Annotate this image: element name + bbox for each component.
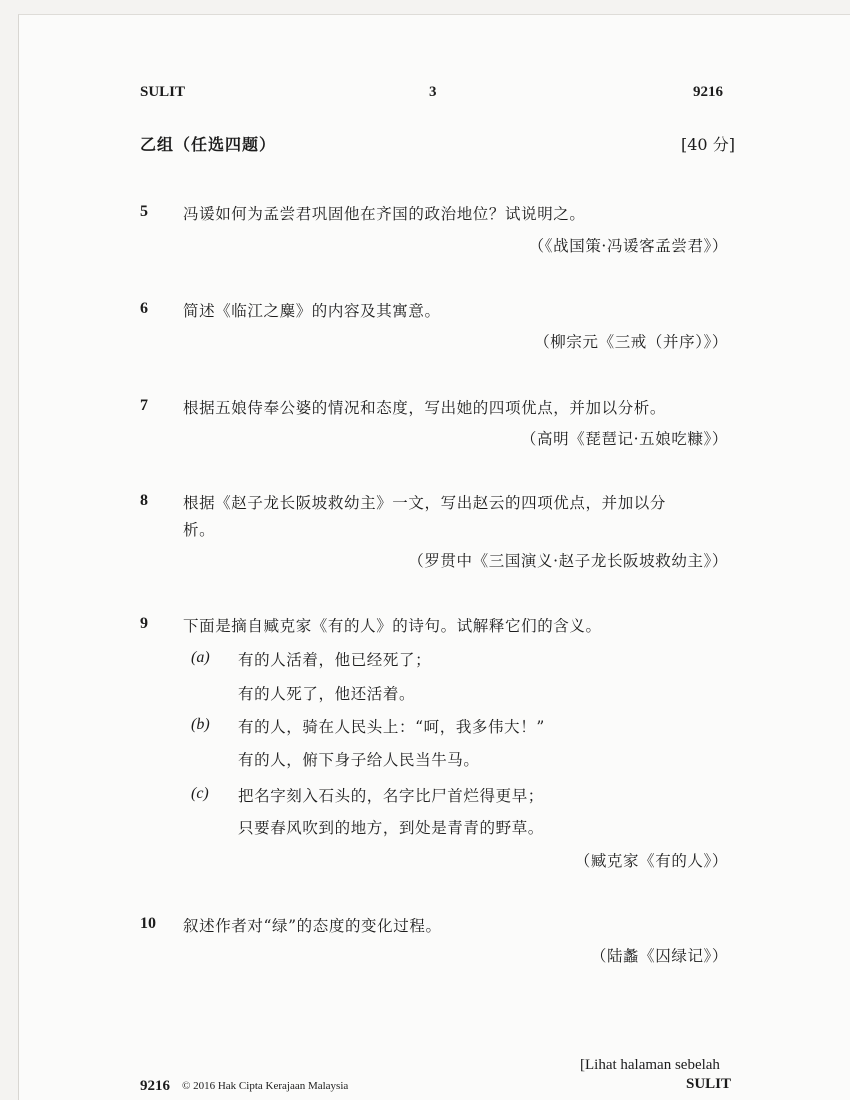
page-number: 3 [429,84,437,100]
next-page-note: [Lihat halaman sebelah [580,1057,720,1073]
paper-code: 9216 [693,84,723,100]
question-number: 7 [140,397,148,414]
section-marks: [40 分] [681,135,735,154]
question-number: 10 [140,915,156,932]
question-source: （臧克家《有的人》） [574,852,728,870]
question-text: 叙述作者对“绿”的态度的变化过程。 [183,917,442,935]
poem-line: 有的人，俯下身子给人民当牛马。 [238,751,480,769]
part-label: (a) [191,649,210,666]
poem-line: 有的人死了，他还活着。 [238,685,416,703]
question-source: （陆蠡《囚绿记》） [590,947,728,965]
poem-line: 有的人，骑在人民头上：“呵，我多伟大！” [238,718,545,736]
question-source: （柳宗元《三戒（并序）》） [534,333,728,351]
poem-line: 把名字刻入石头的，名字比尸首烂得更早； [238,787,544,805]
question-number: 5 [140,203,148,220]
question-source: （《战国策·冯谖客孟尝君》） [528,237,728,255]
part-label: (c) [191,785,209,802]
question-text-line1: 根据《赵子龙长阪坡救幼主》一文，写出赵云的四项优点，并加以分 [183,494,667,512]
poem-line: 只要春风吹到的地方，到处是青青的野草。 [238,819,544,837]
footer-code: 9216 [140,1078,170,1094]
question-text: 简述《临江之麋》的内容及其寓意。 [183,302,441,320]
question-number: 8 [140,492,148,509]
question-number: 6 [140,300,148,317]
question-text-line2: 析。 [183,521,216,539]
header-classification: SULIT [140,84,186,100]
question-source: （罗贯中《三国演义·赵子龙长阪坡救幼主》） [408,552,728,570]
question-text: 下面是摘自臧克家《有的人》的诗句。试解释它们的含义。 [183,617,602,635]
question-number: 9 [140,615,148,632]
footer-classification: SULIT [686,1076,732,1092]
footer-copyright: © 2016 Hak Cipta Kerajaan Malaysia [182,1080,349,1092]
poem-line: 有的人活着，他已经死了； [238,651,432,669]
section-title: 乙组（任选四题） [140,135,277,154]
question-source: （高明《琵琶记·五娘吃糠》） [520,430,728,448]
question-text: 根据五娘侍奉公婆的情况和态度，写出她的四项优点，并加以分析。 [183,399,667,417]
part-label: (b) [191,716,210,733]
question-text: 冯谖如何为孟尝君巩固他在齐国的政治地位？试说明之。 [183,205,586,223]
